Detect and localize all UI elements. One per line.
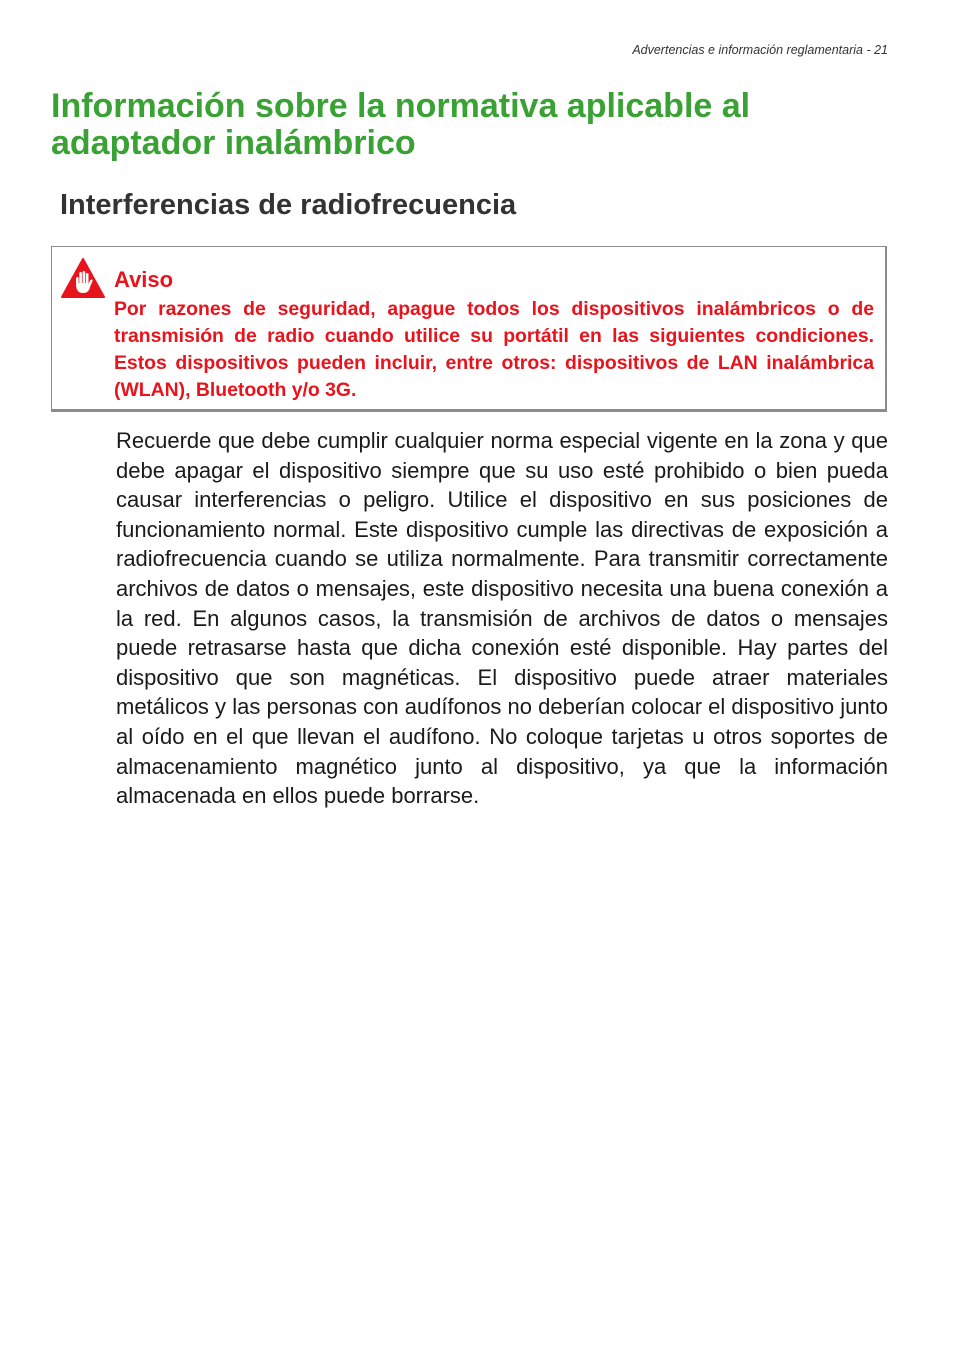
- warning-text: Por razones de seguridad, apague todos los dispositivos inalámbricos o de transmisión de radio cuando utilice su portátil en las siguientes condiciones. Estos dispositivos pueden incluir, entre otros: dispositivos de LAN inalámbrica (WLAN), Bluetooth y/o 3G.: [114, 298, 874, 401]
- chapter-title: Información sobre la normativa aplicable al adaptador inalámbrico: [51, 87, 751, 162]
- hand-stop-warning-icon: [60, 257, 106, 299]
- section-title: Interferencias de radiofrecuencia: [60, 189, 517, 221]
- running-header: Advertencias e información reglamentaria - 21: [632, 43, 888, 57]
- body-paragraph: Recuerde que debe cumplir cualquier norma especial vigente en la zona y que debe apagar el dispositivo siempre que su uso esté prohibido o bien pueda causar interferencias o peligro. Utilice el dispositivo en sus posiciones de funcionamiento normal. Este dispositivo cumple las directivas de exposición a radiofrecuencia cuando se utiliza normalmente. Para transmitir correctamente archivos de datos o mensajes, este dispositivo necesita una buena conexión a la red. En algunos casos, la transmisión de archivos de datos o mensajes puede retrasarse hasta que dicha conexión esté disponible. Hay partes del dispositivo que son magnéticas. El dispositivo puede atraer materiales metálicos y las personas con audífonos no deberían colocar el dispositivo junto al oído en el que llevan el audífono. No coloque tarjetas u otros soportes de almacenamiento magnético junto al dispositivo, ya que la información almacenada en ellos puede borrarse.: [116, 428, 888, 809]
- warning-title: Aviso: [114, 267, 174, 292]
- warning-box: [51, 246, 887, 412]
